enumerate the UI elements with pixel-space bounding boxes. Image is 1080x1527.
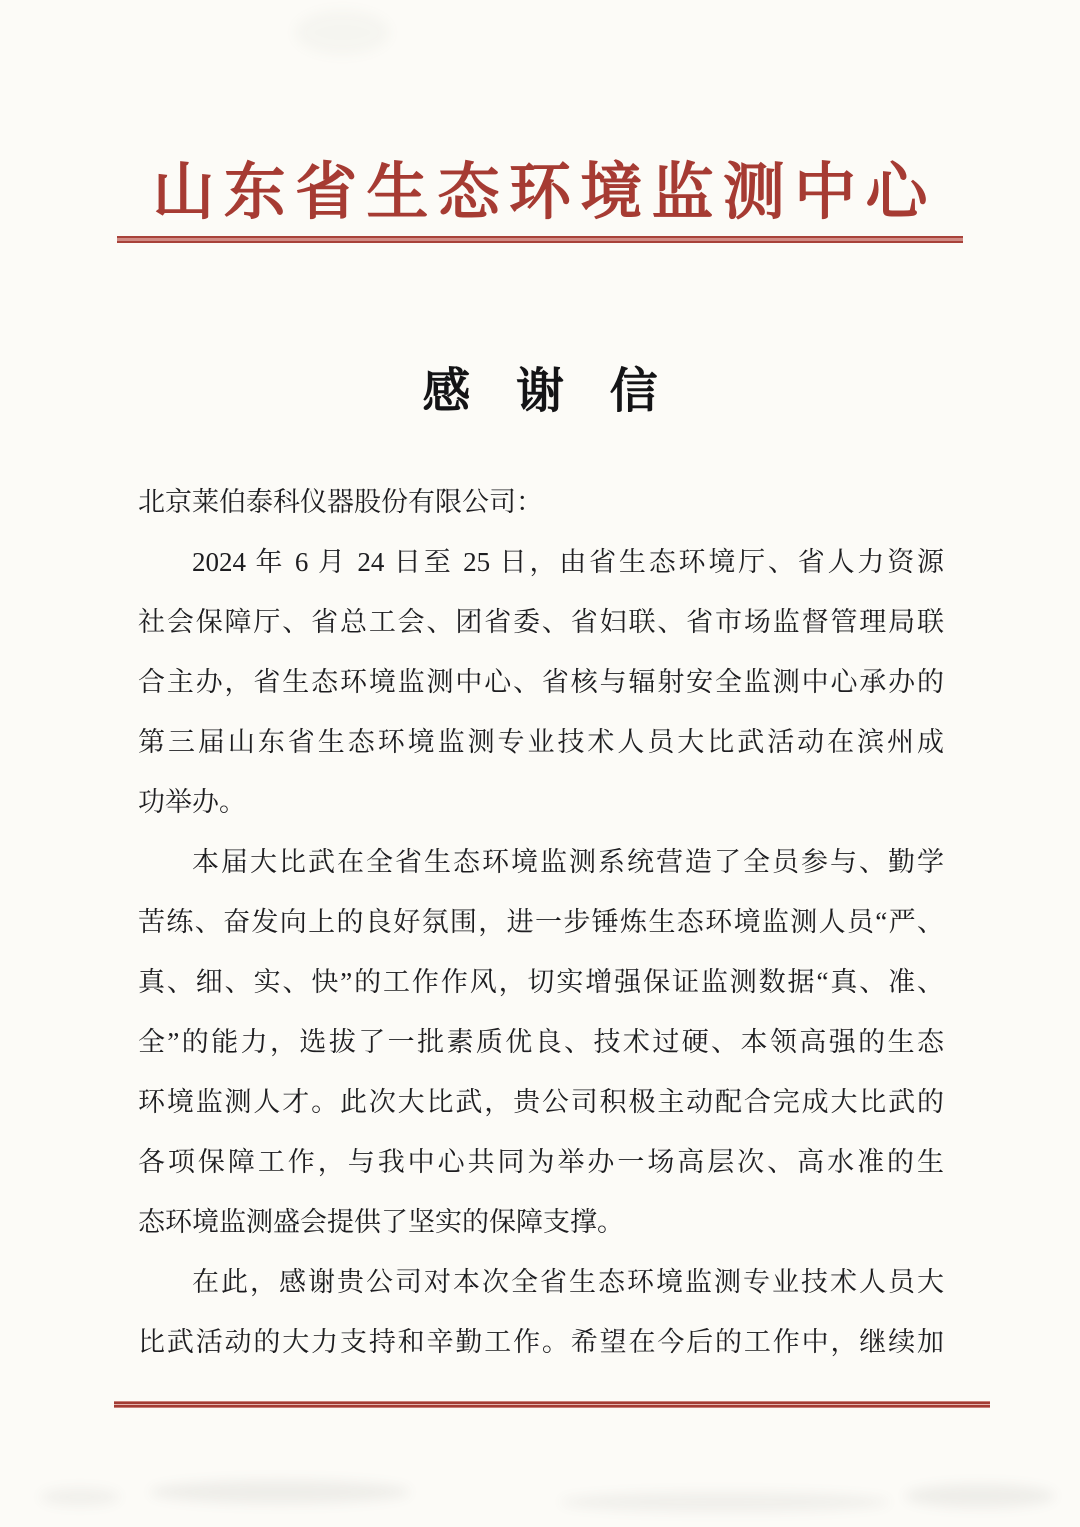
- letter-title-text: 感谢信: [422, 365, 704, 418]
- body-line: 各项保障工作，与我中心共同为举办一场高层次、高水准的生: [138, 1147, 944, 1177]
- scan-artifact: [905, 1484, 1055, 1508]
- footer-rule: [114, 1401, 990, 1408]
- body-line: 合主办，省生态环境监测中心、省核与辐射安全监测中心承办的: [138, 667, 944, 697]
- body-line: 社会保障厅、省总工会、团省委、省妇联、省市场监督管理局联: [138, 607, 944, 637]
- body-line: 第三届山东省生态环境监测专业技术人员大比武活动在滨州成: [138, 727, 944, 757]
- body-line: 态环境监测盛会提供了坚实的保障支撑。: [138, 1207, 624, 1237]
- body-line: 全”的能力，选拔了一批素质优良、技术过硬、本领高强的生态: [138, 1027, 944, 1057]
- scan-artifact: [150, 1480, 410, 1504]
- body-line: 2024 年 6 月 24 日至 25 日，由省生态环境厅、省人力资源: [192, 547, 944, 577]
- body-line: 真、细、实、快”的工作作风，切实增强保证监测数据“真、准、: [138, 967, 944, 997]
- letterhead-rule: [117, 236, 963, 243]
- letter-body: [138, 472, 944, 1372]
- body-line: 北京莱伯泰科仪器股份有限公司：: [138, 487, 543, 517]
- letterhead: [0, 142, 1080, 231]
- body-line: 本届大比武在全省生态环境监测系统营造了全员参与、勤学: [192, 847, 944, 877]
- scan-artifact: [295, 10, 390, 55]
- scan-artifact: [560, 1492, 890, 1512]
- body-line: 环境监测人才。此次大比武，贵公司积极主动配合完成大比武的: [138, 1087, 944, 1117]
- body-line: 苦练、奋发向上的良好氛围，进一步锤炼生态环境监测人员“严、: [138, 907, 944, 937]
- scan-artifact: [40, 1488, 120, 1506]
- body-line: 比武活动的大力支持和辛勤工作。希望在今后的工作中，继续加: [138, 1327, 944, 1357]
- body-line: 功举办。: [138, 787, 246, 817]
- letter-title: [0, 352, 1080, 421]
- letterhead-org-name: 山东省生态环境监测中心: [152, 159, 937, 227]
- body-line: 在此，感谢贵公司对本次全省生态环境监测专业技术人员大: [192, 1267, 944, 1297]
